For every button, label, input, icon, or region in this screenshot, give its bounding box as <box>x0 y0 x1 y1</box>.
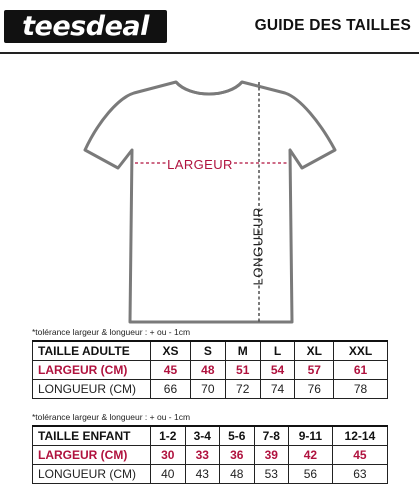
kids-longueur-value: 63 <box>332 464 387 483</box>
adult-longueur-value: 78 <box>334 379 388 398</box>
adult-size-xxl: XXL <box>334 341 388 360</box>
kids-size: 5-6 <box>220 426 255 445</box>
kids-size: 3-4 <box>185 426 220 445</box>
adult-largeur-value: 61 <box>334 360 388 379</box>
kids-size: 7-8 <box>254 426 289 445</box>
kids-largeur-value: 42 <box>289 445 333 464</box>
kids-largeur-value: 30 <box>151 445 186 464</box>
kids-largeur-label: LARGEUR (CM) <box>33 445 151 464</box>
kids-longueur-value: 40 <box>151 464 186 483</box>
page-title: GUIDE DES TAILLES <box>254 17 411 34</box>
adult-longueur-value: 74 <box>260 379 295 398</box>
largeur-label: LARGEUR <box>167 157 233 172</box>
adult-longueur-value: 72 <box>225 379 260 398</box>
adult-size-xs: XS <box>151 341 191 360</box>
adult-size-l: L <box>260 341 295 360</box>
kids-longueur-value: 48 <box>220 464 255 483</box>
adult-header-label: TAILLE ADULTE <box>33 341 151 360</box>
tshirt-body <box>85 82 335 322</box>
kids-largeur-value: 45 <box>332 445 387 464</box>
header-divider <box>0 52 419 54</box>
kids-size: 12-14 <box>332 426 387 445</box>
kids-largeur-value: 33 <box>185 445 220 464</box>
kids-longueur-value: 43 <box>185 464 220 483</box>
kids-largeur-value: 39 <box>254 445 289 464</box>
kids-size-table <box>32 425 388 484</box>
adult-largeur-value: 48 <box>190 360 225 379</box>
kids-size: 9-11 <box>289 426 333 445</box>
adult-size-m: M <box>225 341 260 360</box>
tshirt-diagram <box>0 60 419 325</box>
adult-largeur-label: LARGEUR (CM) <box>33 360 151 379</box>
longueur-label: LONGUEUR <box>250 207 266 286</box>
adult-longueur-value: 76 <box>295 379 334 398</box>
adult-largeur-value: 57 <box>295 360 334 379</box>
kids-largeur-row <box>33 445 388 464</box>
adult-largeur-value: 51 <box>225 360 260 379</box>
adult-largeur-value: 45 <box>151 360 191 379</box>
tshirt-outline-icon <box>0 60 419 325</box>
header <box>0 0 419 62</box>
kids-longueur-label: LONGUEUR (CM) <box>33 464 151 483</box>
kids-size: 1-2 <box>151 426 186 445</box>
adult-largeur-value: 54 <box>260 360 295 379</box>
adult-longueur-row <box>33 379 388 398</box>
adult-tolerance-note: *tolérance largeur & longueur : + ou - 1cm <box>32 327 191 337</box>
kids-largeur-value: 36 <box>220 445 255 464</box>
adult-size-xl: XL <box>295 341 334 360</box>
adult-longueur-value: 66 <box>151 379 191 398</box>
adult-longueur-label: LONGUEUR (CM) <box>33 379 151 398</box>
adult-size-s: S <box>190 341 225 360</box>
kids-header-row <box>33 426 388 445</box>
adult-longueur-value: 70 <box>190 379 225 398</box>
kids-header-label: TAILLE ENFANT <box>33 426 151 445</box>
kids-longueur-value: 56 <box>289 464 333 483</box>
kids-longueur-value: 53 <box>254 464 289 483</box>
adult-header-row <box>33 341 388 360</box>
adult-size-table <box>32 340 388 399</box>
brand-logo-text: teesdeal <box>22 11 149 42</box>
kids-longueur-row <box>33 464 388 483</box>
kids-tolerance-note: *tolérance largeur & longueur : + ou - 1cm <box>32 412 191 422</box>
adult-largeur-row <box>33 360 388 379</box>
brand-logo <box>4 10 167 43</box>
